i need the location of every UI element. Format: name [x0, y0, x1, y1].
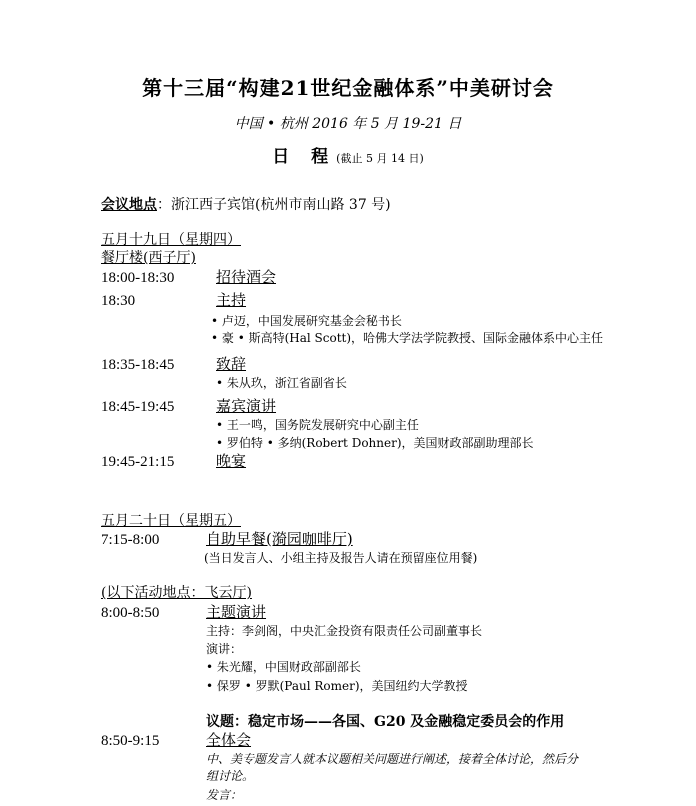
day2-s2-person-1: • 朱光耀，中国财政部副部长 — [206, 660, 361, 674]
venue-label: 会议地点 — [101, 197, 157, 213]
day1-s2-title: 主持 — [216, 291, 247, 309]
day1-s4-time: 18:45-19:45 — [101, 399, 175, 415]
schedule-note: (截止 5 月 14 日) — [336, 152, 424, 165]
day1-location: 餐厅楼(西子厅) — [101, 250, 196, 266]
day2-s3-title: 全体会 — [206, 731, 252, 749]
document-title: 第十三届“构建21世纪金融体系”中美研讨会 — [142, 76, 554, 100]
day1-s2-person-2: • 豪 • 斯高特(Hal Scott)，哈佛大学法学院教授、国际金融体系中心主任 — [211, 331, 604, 345]
document-subtitle: 中国 • 杭州 2016 年 5 月 19-21 日 — [234, 116, 462, 132]
day2-header: 五月二十日（星期五） — [101, 513, 241, 529]
day1-s5-title: 晚宴 — [216, 452, 247, 470]
day2-s1-time: 7:15-8:00 — [101, 532, 160, 548]
day2-s3-desc-line-2: 组讨论。 — [206, 769, 255, 783]
venue-line — [101, 196, 391, 212]
day1-s1-time: 18:00-18:30 — [101, 270, 175, 286]
day2-location: (以下活动地点：飞云厅) — [101, 585, 252, 601]
day2-s2-speech-label: 演讲： — [206, 642, 243, 656]
day2-s2-title: 主题演讲 — [206, 603, 267, 621]
day1-s4-title: 嘉宾演讲 — [216, 397, 277, 415]
day1-s4-person-1: • 王一鸣，国务院发展研究中心副主任 — [216, 418, 419, 432]
day2-s2-time: 8:00-8:50 — [101, 605, 160, 621]
day2-s3-desc-line-1: 中、美专题发言人就本议题相关问题进行阐述，接着全体讨论，然后分 — [206, 752, 579, 766]
day2-s2-person-2: • 保罗 • 罗默(Paul Romer)，美国纽约大学教授 — [206, 679, 468, 693]
day1-s5-time: 19:45-21:15 — [101, 454, 175, 470]
day1-s3-person-1: • 朱从玖，浙江省副省长 — [216, 376, 347, 390]
day2-s3-speakers-label: 发言： — [206, 788, 243, 802]
day1-s2-time: 18:30 — [101, 293, 136, 309]
day2-s2-host: 主持：李剑阁，中央汇金投资有限责任公司副董事长 — [206, 624, 483, 638]
day2-s3-time: 8:50-9:15 — [101, 733, 160, 749]
day1-s4-person-2: • 罗伯特 • 多纳(Robert Dohner)，美国财政部副助理部长 — [216, 436, 534, 450]
day1-s3-time: 18:35-18:45 — [101, 357, 175, 373]
day1-s1-title: 招待酒会 — [216, 268, 277, 286]
schedule-title: 日 程 — [272, 147, 337, 167]
schedule-heading — [0, 149, 696, 166]
day1-header: 五月十九日（星期四） — [101, 232, 241, 248]
day2-s1-title: 自助早餐(漪园咖啡厅) — [206, 530, 353, 548]
day2-s1-note: (当日发言人、小组主持及报告人请在预留座位用餐) — [204, 551, 478, 565]
venue-text: ：浙江西子宾馆(杭州市南山路 37 号) — [157, 197, 391, 213]
day1-s2-person-1: • 卢迈，中国发展研究基金会秘书长 — [211, 314, 402, 328]
day2-s3-topic: 议题：稳定市场——各国、G20 及金融稳定委员会的作用 — [206, 714, 565, 730]
day1-s3-title: 致辞 — [216, 355, 247, 373]
